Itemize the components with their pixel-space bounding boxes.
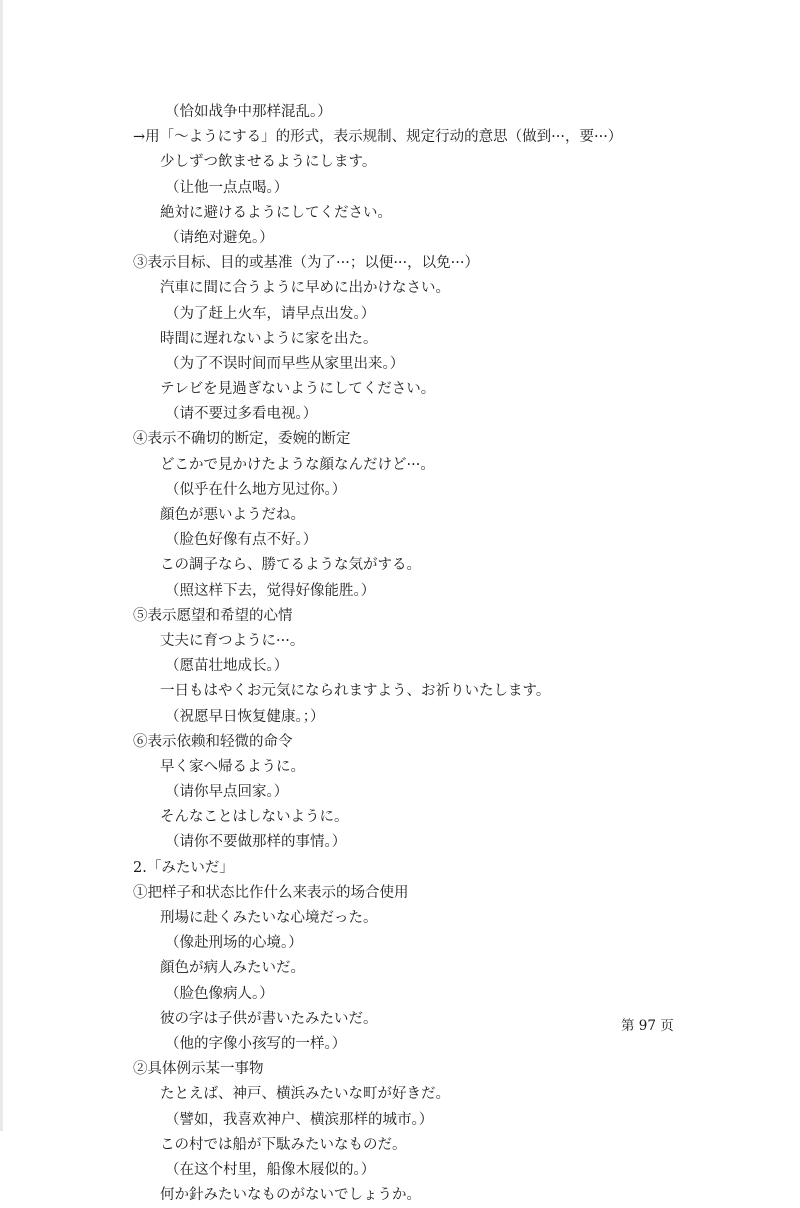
example-sentence: 顔色が病人みたいだ。: [160, 960, 305, 977]
heading-line: ④表示不确切的断定，委婉的断定: [133, 431, 351, 448]
heading-line: 2.「みたいだ」: [133, 859, 234, 876]
translation-line: （请你不要做那样的事情。）: [165, 834, 347, 851]
heading-line: ⑥表示依赖和轻微的命令: [133, 733, 293, 750]
heading-line: ③表示目标、目的或基准（为了···；以便···，以免···）: [133, 255, 479, 272]
translation-line: （愿苗壮地成长。）: [165, 658, 289, 675]
heading-line: ①把样子和状态比作什么来表示的场合使用: [133, 884, 409, 901]
translation-line: （譬如，我喜欢神户、横滨那样的城市。）: [165, 1111, 434, 1128]
example-sentence: テレビを見過ぎないようにしてください。: [160, 381, 436, 398]
heading-line: ②具体例示某一事物: [133, 1061, 264, 1078]
translation-line: （他的字像小孩写的一样。）: [165, 1035, 347, 1052]
translation-line: （脸色像病人。）: [165, 985, 274, 1002]
example-sentence: 汽車に間に合うように早めに出かけなさい。: [160, 280, 450, 297]
translation-line: （让他一点点喝。）: [165, 179, 289, 196]
translation-line: （请你早点回家。）: [165, 784, 289, 801]
example-sentence: たとえば、神戸、横浜みたいな町が好きだ。: [160, 1086, 450, 1103]
translation-line: （祝愿早日恢复健康。；）: [165, 708, 325, 725]
page-number: 第 97 页: [621, 1018, 674, 1034]
translation-line: （为了赶上火车，请早点出发。）: [165, 305, 376, 322]
example-sentence: 早く家へ帰るように。: [160, 758, 305, 775]
translation-line: （为了不误时间而早些从家里出来。）: [165, 355, 405, 372]
translation-line: （在这个村里，船像木屐似的。）: [165, 1161, 376, 1178]
translation-line: （脸色好像有点不好。）: [165, 532, 318, 549]
example-sentence: 少しずつ飲ませるようにします。: [160, 154, 377, 171]
heading-line: →用「〜ようにする」的形式，表示规制、规定行动的意思（做到···，要···）: [133, 129, 623, 146]
example-sentence: 何か針みたいなものがないでしょうか。: [160, 1187, 421, 1204]
translation-line: （像赴刑场的心境。）: [165, 935, 303, 952]
translation-line: （请绝对避免。）: [165, 229, 274, 246]
example-sentence: 丈夫に育つように···。: [160, 632, 305, 649]
example-sentence: この村では船が下駄みたいなものだ。: [160, 1136, 407, 1153]
translation-line: （恰如战争中那样混乱。）: [165, 104, 332, 120]
example-sentence: この調子なら、勝てるような気がする。: [160, 557, 421, 574]
example-sentence: どこかで見かけたような顔なんだけど···。: [160, 456, 435, 473]
example-sentence: 時間に遅れないように家を出た。: [160, 330, 378, 347]
example-sentence: 一日もはやくお元気になられますよう、お祈りいたします。: [160, 683, 551, 700]
translation-line: （请不要过多看电视。）: [165, 406, 318, 423]
example-sentence: 絶対に避けるようにしてください。: [160, 204, 392, 221]
example-sentence: そんなことはしないように。: [160, 809, 349, 826]
translation-line: （似乎在什么地方见过你。）: [165, 481, 347, 498]
example-sentence: 彼の字は子供が書いたみたいだ。: [160, 1010, 378, 1027]
heading-line: ⑤表示愿望和希望的心情: [133, 607, 293, 624]
example-sentence: 顔色が悪いようだね。: [160, 507, 305, 523]
translation-line: （照这样下去，觉得好像能胜。）: [165, 582, 376, 599]
example-sentence: 刑場に赴くみたいな心境だった。: [160, 910, 378, 926]
text-body: [0, 100, 800, 1208]
